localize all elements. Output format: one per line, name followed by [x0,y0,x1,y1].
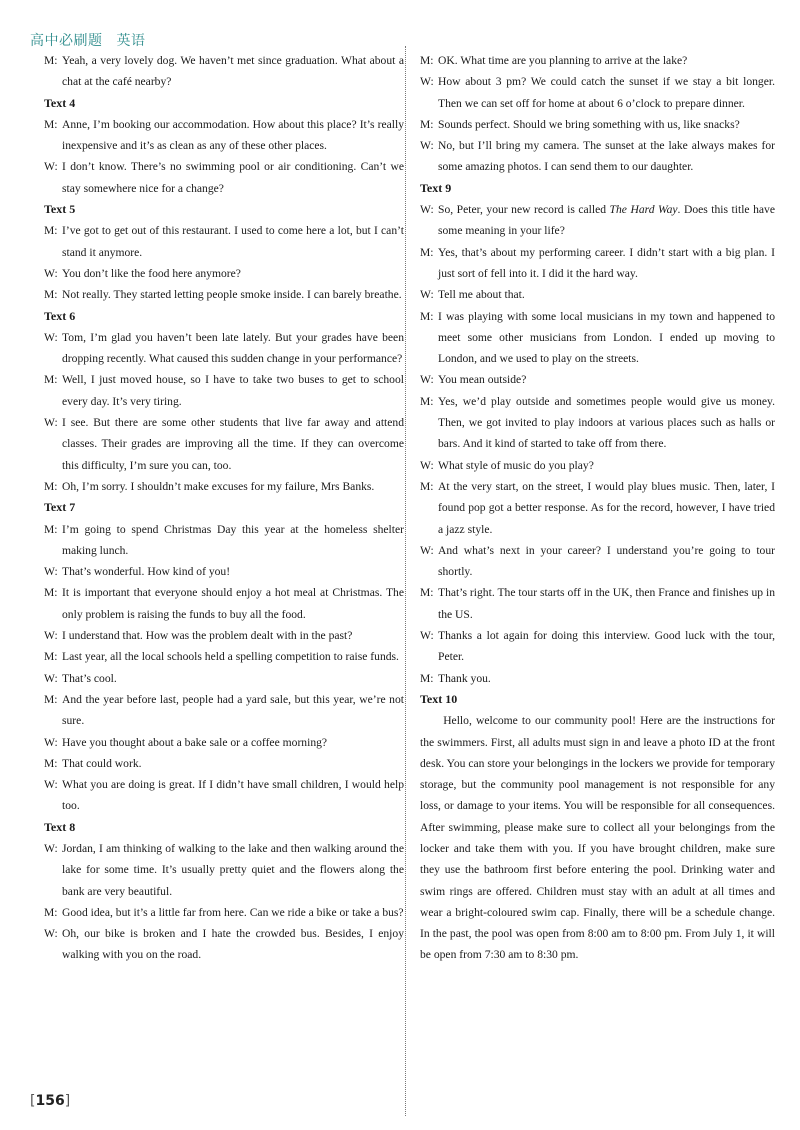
speaker-label: W: [44,330,58,344]
dialogue-text: What style of music do you play? [438,458,594,472]
speaker-label: M: [44,117,58,131]
speaker-label: W: [44,266,58,280]
dialogue-text: Last year, all the local schools held a spelling competition to raise funds. [62,650,399,664]
left-column [44,50,404,966]
dialogue-text: You mean outside? [438,373,527,387]
dialogue-text: And what’s next in your career? I understand you’re going to tour shortly. [438,543,775,579]
dialogue-text: That’s right. The tour starts off in the UK, then France and finishes up in the US. [438,586,775,621]
dialogue-line [420,71,775,114]
dialogue-text: That could work. [62,756,142,770]
dialogue-text: Thanks a lot again for doing this interview. Good luck with the tour, Peter. [438,629,775,664]
subject-label: 英语 [116,33,146,49]
dialogue-text: Anne, I’m booking our accommodation. How about this place? It’s really inexpensive and it’s as clean as any of these other places. [62,117,404,153]
section-heading: Text 6 [44,308,76,323]
dialogue-text: It is important that everyone should enjoy a hot meal at Christmas. The only problem is raising the funds to buy all the food. [62,586,404,621]
dialogue-line [44,519,404,562]
dialogue-line [44,327,404,370]
page-number-value: 156 [35,1093,65,1109]
section-heading: Text 7 [44,500,76,515]
dialogue-text: I understand that. How was the problem dealt with in the past? [62,629,353,643]
speaker-label: M: [44,479,58,493]
right-column [420,50,775,966]
speaker-label: W: [44,160,58,174]
dialogue-text: And the year before last, people had a yard sale, but this year, we’re not sure. [62,692,404,728]
record-title: The Hard Way [609,203,678,217]
section-heading: Text 8 [44,819,76,834]
dialogue-text: I don’t know. There’s no swimming pool or air conditioning. Can’t we stay somewhere nice for a change? [62,160,404,195]
dialogue-line [44,114,404,157]
section-heading: Text 4 [44,95,76,110]
dialogue-line [44,263,404,284]
dialogue-text: So, Peter, your new record is called [438,203,610,217]
dialogue-text: OK. What time are you planning to arrive at the lake? [438,54,688,67]
dialogue-line [420,135,775,178]
speaker-label: M: [44,288,58,302]
dialogue-line [420,476,775,540]
dialogue-line [420,582,775,625]
dialogue-line [44,284,404,305]
dialogue-text: You don’t like the food here anymore? [62,266,241,280]
dialogue-text: Yeah, a very lovely dog. We haven’t met since graduation. What about a chat at the café nearby? [62,54,404,89]
speaker-label: M: [44,905,58,919]
speaker-label: M: [420,309,434,323]
dialogue-text: That’s wonderful. How kind of you! [62,565,231,579]
dialogue-text: . Does this title have some meaning in your life? [438,203,775,238]
dialogue-line [420,114,775,135]
dialogue-line [420,50,775,71]
dialogue-text: Sounds perfect. Should we bring something with us, like snacks? [438,117,740,131]
dialogue-text: Jordan, I am thinking of walking to the lake and then walking around the lake for some time. It’s usually pretty quiet and the flowers along the bank are very beautiful. [62,841,404,898]
speaker-label: W: [44,841,58,855]
dialogue-text: I’ve got to get out of this restaurant. I used to come here a lot, but I can’t stand it anymore. [62,224,404,259]
dialogue-line [44,412,404,476]
dialogue-line [420,391,775,455]
speaker-label: M: [44,650,58,664]
section-heading: Text 5 [44,202,76,217]
speaker-label: W: [420,75,434,89]
section-heading: Text 9 [420,180,452,195]
speaker-label: W: [420,139,434,153]
speaker-label: W: [44,735,58,749]
speaker-label: M: [420,117,434,131]
speaker-label: W: [44,629,58,643]
speaker-label: W: [44,927,58,941]
speaker-label: W: [44,778,58,792]
dialogue-line [44,646,404,667]
speaker-label: M: [420,54,434,67]
column-divider [405,46,406,1116]
speaker-label: M: [44,522,58,536]
dialogue-line [420,284,775,305]
dialogue-line [44,838,404,902]
speaker-label: W: [420,458,434,472]
page-number: [156] [30,1093,71,1109]
dialogue-text: Tell me about that. [438,288,525,302]
section-heading: Text 10 [420,691,458,706]
dialogue-text: How about 3 pm? We could catch the sunset if we stay a bit longer. Then we can set off for home at about 6 o’clock to prepare dinner. [438,75,775,110]
speaker-label: W: [420,543,434,557]
speaker-label: M: [420,586,434,600]
speaker-label: M: [44,373,58,387]
dialogue-line [420,199,775,242]
speaker-label: M: [420,479,434,493]
speaker-label: M: [44,586,58,600]
dialogue-text: I was playing with some local musicians in my town and happened to meet some other musicians from London. I ended up moving to London, and we used to play on the streets. [438,309,775,366]
dialogue-line [420,455,775,476]
monologue-paragraph: Hello, welcome to our community pool! Here are the instructions for the swimmers. First, all adults must sign in and leave a photo ID at the front desk. You can store your belongings in the lockers we provide for temporary storage, but the community pool management is not responsible for any loss, or damage to your items. You will be responsible for all consequences. After swimming, please make sure to collect all your belongings from the locker and take them with you. If you have brought children, make sure they use the bathroom first before entering the pool. Drinking water and swim rings are offered. Children must stay with an adult at all times and wear a bright-coloured swim cap. Finally, there will be a schedule change. In the past, the pool was open from 8:00 am to 8:00 pm. From July 1, it will be open from 7:30 am to 8:30 pm. [420,714,775,962]
dialogue-line [44,50,404,93]
dialogue-line [420,369,775,390]
dialogue-line [44,582,404,625]
page-header [30,30,146,50]
dialogue-text: I’m going to spend Christmas Day this year at the homeless shelter making lunch. [62,522,404,557]
dialogue-text: I see. But there are some other students that live far away and attend classes. Their grades are improving all the time. If they can overcome this difficulty, I’m sure you can, too. [62,416,404,472]
speaker-label: M: [44,756,58,770]
dialogue-line [44,689,404,732]
dialogue-line [44,156,404,199]
dialogue-line [44,753,404,774]
dialogue-line [420,306,775,370]
speaker-label: M: [44,54,58,67]
speaker-label: W: [44,416,58,430]
speaker-label: M: [44,692,58,706]
dialogue-text: Good idea, but it’s a little far from here. Can we ride a bike or take a bus? [62,905,404,919]
dialogue-line [44,369,404,412]
dialogue-line [44,625,404,646]
dialogue-line [44,923,404,966]
dialogue-text: No, but I’ll bring my camera. The sunset at the lake always makes for some amazing photos. I can send them to our daughter. [438,139,775,174]
dialogue-line [420,540,775,583]
speaker-label: M: [420,394,434,408]
speaker-label: W: [420,203,434,217]
dialogue-line [420,668,775,689]
dialogue-text: Yes, that’s about my performing career. I didn’t start with a big plan. I just sort of fell into it. I did it the hard way. [438,245,775,280]
dialogue-line [44,668,404,689]
speaker-label: W: [420,629,434,643]
dialogue-line [420,242,775,285]
dialogue-line [44,220,404,263]
dialogue-text: Oh, I’m sorry. I shouldn’t make excuses for my failure, Mrs Banks. [62,479,375,493]
dialogue-text: What you are doing is great. If I didn’t have small children, I would help too. [62,778,404,813]
dialogue-text: Tom, I’m glad you haven’t been late lately. But your grades have been dropping recently. What caused this sudden change in your performance? [62,330,404,366]
dialogue-text: That’s cool. [62,671,117,685]
dialogue-text: Well, I just moved house, so I have to take two buses to get to school every day. It’s very tiring. [62,373,404,408]
dialogue-line [44,732,404,753]
speaker-label: W: [420,288,434,302]
dialogue-line [44,774,404,817]
speaker-label: W: [420,373,434,387]
dialogue-text: Yes, we’d play outside and sometimes people would give us money. Then, we got invited to play indoors at various places such as halls or bars. And it kind of started to take off from there. [438,394,775,451]
speaker-label: W: [44,671,58,685]
book-title: 高中必刷题 [30,33,103,49]
dialogue-text: Thank you. [438,671,491,685]
speaker-label: M: [420,671,434,685]
dialogue-line [44,476,404,497]
dialogue-line [44,902,404,923]
dialogue-text: At the very start, on the street, I would play blues music. Then, later, I found pop got a better response. As for the record, however, I have tried a jazz style. [438,479,775,536]
speaker-label: M: [420,245,434,259]
dialogue-text: Oh, our bike is broken and I hate the crowded bus. Besides, I enjoy walking with you on the road. [62,927,404,962]
dialogue-text: Not really. They started letting people smoke inside. I can barely breathe. [62,288,402,302]
dialogue-line [420,625,775,668]
speaker-label: M: [44,224,58,238]
dialogue-line [44,561,404,582]
dialogue-text: Have you thought about a bake sale or a coffee morning? [62,735,328,749]
speaker-label: W: [44,565,58,579]
